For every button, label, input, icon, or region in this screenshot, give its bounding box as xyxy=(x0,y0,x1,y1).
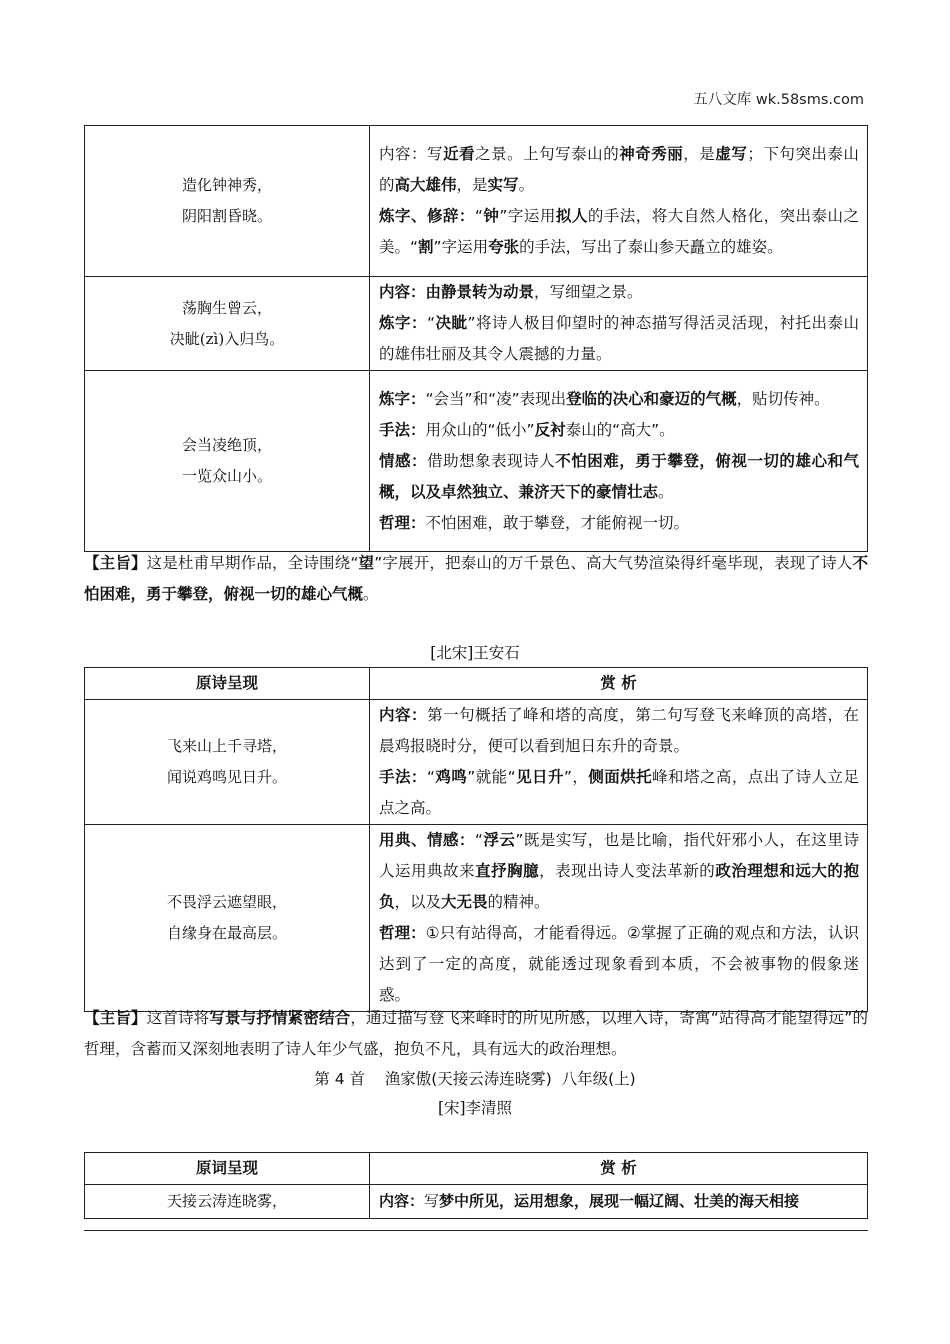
text-run: 的手法，将大自然人格化，突出泰山之美。“ xyxy=(379,207,859,256)
text-run: 不怕困难，敢于攀登，才能俯视一切。 xyxy=(425,513,690,532)
text-run: ①只有站得高，才能看得远。②掌握了正确的观点和方法，认识达到了一定的高度，就能透过现象看到本质，不会被事物的假象迷惑。 xyxy=(379,924,859,1004)
analysis-paragraph xyxy=(379,825,859,918)
poem-table-3 xyxy=(84,1152,868,1219)
emphasis-text: 【主旨】 xyxy=(84,554,147,572)
text-run: ”字运用 xyxy=(499,207,556,225)
text-run: 。 xyxy=(363,585,379,603)
emphasis-text: 写景与抒情紧密结合 xyxy=(209,1009,351,1027)
analysis-paragraph xyxy=(379,415,859,446)
poem-cell xyxy=(85,1185,370,1219)
poem-cell xyxy=(85,700,370,825)
text-run: ，是 xyxy=(683,145,716,163)
text-run: “ xyxy=(426,768,435,786)
table-row xyxy=(85,371,868,552)
poem-line: 造化钟神秀， xyxy=(181,176,272,194)
column-header: 赏 析 xyxy=(370,668,868,700)
text-run: 这首诗将 xyxy=(146,1009,210,1027)
text-run: ；下句突出泰山的 xyxy=(379,145,859,194)
emphasis-text: 大无畏 xyxy=(441,893,488,911)
table-row xyxy=(85,700,868,825)
emphasis-text: 拟人 xyxy=(555,207,588,225)
emphasis-text: 炼字、修辞： xyxy=(379,207,475,225)
text-run: ”既是实写，也是比喻，指代奸邪小人，在这里诗人运用典故来 xyxy=(379,831,859,880)
poem-line: 一览众山小。 xyxy=(181,467,272,485)
text-run: ，是 xyxy=(456,176,488,194)
text-run: ，以及 xyxy=(394,893,442,911)
emphasis-text: 哲理： xyxy=(379,924,426,942)
column-header: 原词呈现 xyxy=(85,1153,370,1185)
analysis-paragraph xyxy=(379,384,859,415)
column-header: 赏 析 xyxy=(370,1153,868,1185)
poem-line: 天接云涛连晓雾， xyxy=(166,1192,287,1210)
analysis-cell xyxy=(370,371,868,552)
emphasis-text: 哲理： xyxy=(379,513,426,532)
text-run: ”就能“ xyxy=(467,768,516,786)
emphasis-text: 由静景转为动景 xyxy=(425,283,535,301)
emphasis-text: 手法： xyxy=(379,768,427,786)
text-run: ，表现出诗人变法革新的 xyxy=(539,862,716,880)
analysis-paragraph xyxy=(379,201,859,263)
analysis-paragraph xyxy=(379,1186,859,1217)
text-run: 内容： xyxy=(379,145,428,163)
text-run: 。 xyxy=(518,176,535,194)
poem-line: 自缘身在最高层。 xyxy=(166,924,287,942)
analysis-paragraph xyxy=(379,277,859,308)
text-run: “ xyxy=(426,314,435,332)
analysis-cell xyxy=(370,825,868,1012)
text-run: 第一句概括了峰和塔的高度，第二句写登飞来峰顶的高塔，在晨鸡报晓时分，便可以看到旭日东升的奇景。 xyxy=(379,706,859,755)
emphasis-text: 情感： xyxy=(379,451,428,470)
emphasis-text: 钟 xyxy=(482,207,500,225)
emphasis-text: 见日升 xyxy=(515,768,564,786)
text-run: ”将诗人极目仰望时的神态描写得活灵活现，衬托出泰山的雄伟壮丽及其令人震撼的力量。 xyxy=(379,314,859,363)
analysis-cell xyxy=(370,277,868,371)
poem-cell xyxy=(85,126,370,277)
author-line: [宋]李清照 xyxy=(437,1099,513,1117)
emphasis-text: 用典、情感： xyxy=(379,831,475,849)
analysis-paragraph xyxy=(379,918,859,1011)
page-footer-rule xyxy=(84,1230,868,1231)
table-row xyxy=(85,825,868,1012)
emphasis-text: 实写 xyxy=(487,176,519,194)
poem-line: 决眦(zì)入归鸟。 xyxy=(169,329,285,348)
poem-line: 不畏浮云遮望眼， xyxy=(166,893,287,911)
emphasis-text: 割 xyxy=(418,238,434,256)
analysis-paragraph xyxy=(379,308,859,370)
poem-line: 阴阳割昏晓。 xyxy=(181,207,272,225)
section-title: 第 4 首 渔家傲(天接云涛连晓雾) 八年级(上) xyxy=(314,1070,636,1088)
poem-cell xyxy=(85,371,370,552)
emphasis-text: 高大雄伟 xyxy=(394,176,457,194)
analysis-paragraph xyxy=(379,700,859,762)
emphasis-text: 【主旨】 xyxy=(84,1009,147,1027)
table-row xyxy=(85,277,868,371)
text-run: 的手法，写出了泰山参天矗立的雄姿。 xyxy=(519,238,783,256)
text-run: ，通过描写登飞来峰时的所见所感，以理入诗，寄寓“站得高才能望得远”的哲理，含蓄而又深刻地表明了诗人年少气盛，抱负不凡，具有远大的政治理想。 xyxy=(84,1009,868,1058)
poem-cell xyxy=(85,277,370,371)
emphasis-text: 不怕困难，勇于攀登，俯视一切的雄心和气概，以及卓然独立、兼济天下的豪情壮志 xyxy=(379,451,859,501)
text-run: 的精神。 xyxy=(487,893,550,911)
author-line: [北宋]王安石 xyxy=(430,644,520,662)
poem-line: 会当凌绝顶， xyxy=(181,436,272,454)
table-row xyxy=(85,126,868,277)
text-run: 借助想象表现诗人 xyxy=(427,451,556,470)
emphasis-text: 近看 xyxy=(443,145,476,163)
poem-table-2 xyxy=(84,667,868,1012)
table-row xyxy=(85,1185,868,1219)
emphasis-text: 反衬 xyxy=(534,420,566,439)
emphasis-text: 手法： xyxy=(379,420,426,439)
emphasis-text: 内容： xyxy=(379,1192,425,1210)
analysis-cell xyxy=(370,126,868,277)
emphasis-text: 内容： xyxy=(379,706,428,724)
text-run: “ xyxy=(474,831,483,849)
text-run: 。 xyxy=(658,482,674,501)
analysis-cell xyxy=(370,1185,868,1219)
emphasis-text: 虚写 xyxy=(715,145,748,163)
text-run: ”， xyxy=(563,768,589,786)
watermark: 五八文库 wk.58sms.com xyxy=(693,92,864,108)
summary-paragraph-2 xyxy=(84,1003,868,1065)
text-run: ，贴切传神。 xyxy=(736,389,830,408)
analysis-paragraph xyxy=(379,762,859,824)
emphasis-text: 内容： xyxy=(379,283,426,301)
emphasis-text: 望 xyxy=(358,554,375,572)
poem-cell xyxy=(85,825,370,1012)
emphasis-text: 侧面烘托 xyxy=(588,768,653,786)
analysis-paragraph xyxy=(379,139,859,201)
text-run: ，写细望之景。 xyxy=(534,283,643,301)
emphasis-text: 神奇秀丽 xyxy=(619,145,684,163)
analysis-paragraph xyxy=(379,446,859,508)
analysis-cell xyxy=(370,700,868,825)
text-run: 峰和塔之高，点出了诗人立足点之高。 xyxy=(379,768,859,817)
text-run: 用众山的“低小” xyxy=(425,420,535,439)
text-run: ”字运用 xyxy=(433,238,489,256)
text-run: 之景。上句写泰山的 xyxy=(475,145,620,163)
text-run: “ xyxy=(474,207,483,225)
text-run: 写 xyxy=(424,1192,440,1210)
column-header: 原诗呈现 xyxy=(85,668,370,700)
table-header-row xyxy=(85,668,868,700)
poem-line: 闻说鸡鸣见日升。 xyxy=(166,768,287,786)
emphasis-text: 浮云 xyxy=(482,831,516,849)
analysis-paragraph xyxy=(379,508,859,539)
poem-line: 荡胸生曾云， xyxy=(181,298,272,317)
table-header-row xyxy=(85,1153,868,1185)
emphasis-text: 登临的决心和豪迈的气概 xyxy=(566,389,737,408)
emphasis-text: 炼字： xyxy=(379,314,427,332)
emphasis-text: 直抒胸臆 xyxy=(475,862,540,880)
summary-paragraph-1 xyxy=(84,548,868,610)
emphasis-text: 不怕困难，勇于攀登，俯视一切的雄心气概 xyxy=(84,554,868,603)
emphasis-text: 夸张 xyxy=(488,238,520,256)
emphasis-text: 政治理想和远大的抱负 xyxy=(379,862,859,911)
emphasis-text: 炼字： xyxy=(379,389,426,408)
emphasis-text: 决眦 xyxy=(434,314,468,332)
poem-line: 飞来山上千寻塔， xyxy=(166,737,287,755)
text-run: 泰山的“高大”。 xyxy=(565,420,675,439)
emphasis-text: 梦中所见，运用想象，展现一幅辽阔、壮美的海天相接 xyxy=(439,1192,800,1210)
text-run: “会当”和“凌”表现出 xyxy=(425,389,567,408)
text-run: 这是杜甫早期作品，全诗围绕“ xyxy=(146,554,359,572)
text-run: ”字展开，把泰山的万千景色、高大气势渲染得纤毫毕现，表现了诗人 xyxy=(374,554,853,572)
text-run: 写 xyxy=(427,145,444,163)
emphasis-text: 鸡鸣 xyxy=(434,768,468,786)
poem-table-1 xyxy=(84,125,868,552)
